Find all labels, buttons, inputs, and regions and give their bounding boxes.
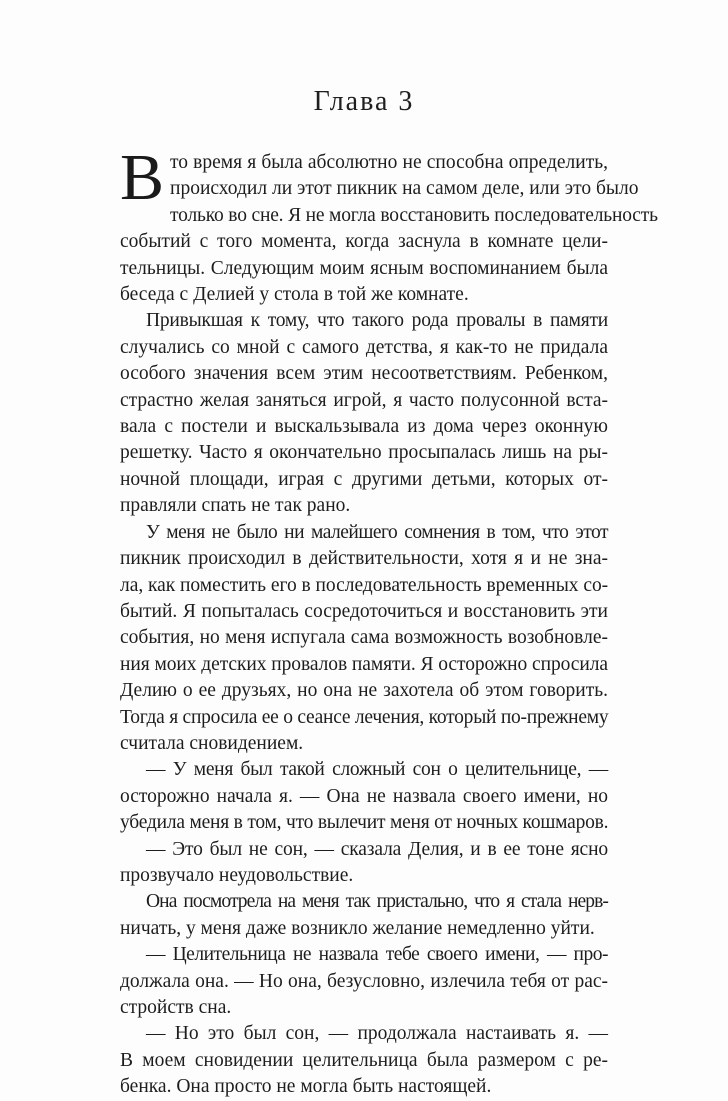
- text-line: ничать, у меня даже возникло желание немедленно уйти.: [120, 917, 595, 939]
- text-line: должала она. — Но она, безусловно, излечила тебя от рас-: [120, 970, 608, 992]
- text-line: бытий. Я попыталась сосредоточиться и восстановить эти: [120, 600, 608, 622]
- paragraph: [120, 1021, 608, 1100]
- text-line: В моем сновидении целительница была размером с ре-: [120, 1049, 608, 1071]
- text-line: события, но меня испугала сама возможность возобновле-: [120, 627, 608, 649]
- text-line: убедила меня в том, что вылечит меня от ночных кошмаров.: [120, 812, 609, 834]
- text-line: событий с того момента, когда заснула в комнате цели-: [120, 231, 608, 253]
- text-line: Привыкшая к тому, что такого рода провалы в памяти: [146, 310, 608, 332]
- text-line: правляли спать не так рано.: [120, 495, 351, 517]
- paragraph: [120, 837, 608, 890]
- text-line: ния моих детских провалов памяти. Я осторожно спросила: [120, 653, 608, 675]
- text-line: осторожно начала я. — Она не назвала своего имени, но: [120, 785, 608, 807]
- text-line: — Это был не сон, — сказала Делия, и в ее тоне ясно: [146, 838, 608, 860]
- drop-cap: В: [120, 141, 165, 214]
- text-line: бенка. Она просто не могла быть настоящей.: [120, 1076, 492, 1098]
- text-line: беседа с Делией у стола в той же комнате.: [120, 284, 469, 306]
- text-line: Она посмотрела на меня так пристально, что я стала нерв-: [146, 891, 608, 913]
- chapter-title: Глава 3: [313, 86, 415, 117]
- paragraph: [120, 757, 608, 836]
- text-line: происходил ли этот пикник на самом деле, или это было: [170, 178, 639, 200]
- paragraph: [120, 520, 608, 758]
- text-line: страстно желая заняться игрой, я часто полусонной вста-: [120, 389, 608, 411]
- text-line: считала сновидением.: [120, 732, 304, 754]
- text-line: случались со мной с самого детства, я как-то не придала: [120, 336, 608, 358]
- text-line: — У меня был такой сложный сон о целительнице, —: [146, 759, 608, 781]
- paragraph: [120, 141, 658, 308]
- text-line: Делию о ее друзьях, но она не захотела об этом говорить.: [120, 680, 608, 702]
- paragraph: [120, 942, 608, 1021]
- text-line: то время я была абсолютно не способна определить,: [170, 152, 608, 173]
- paragraph: [120, 889, 608, 942]
- text-line: — Целительница не назвала тебе своего имени, — про-: [146, 944, 608, 966]
- text-line: У меня не было ни малейшего сомнения в том, что этот: [146, 521, 608, 543]
- text-line: тельницы. Следующим моим ясным воспоминанием была: [120, 257, 608, 279]
- text-line: ночной площади, играя с другими детьми, которых от-: [120, 468, 608, 490]
- body-text: [120, 141, 658, 1101]
- text-line: Тогда я спросила ее о сеансе лечения, который по-прежнему: [120, 706, 609, 728]
- text-line: только во сне. Я не могла восстановить последовательность: [170, 204, 658, 226]
- text-line: пикник происходил в действительности, хотя я и не зна-: [120, 548, 608, 570]
- text-line: ла, как поместить его в последовательность временных со-: [120, 574, 609, 596]
- text-line: стройств сна.: [120, 997, 232, 1018]
- text-line: вала с постели и выскальзывала из дома через оконную: [120, 416, 608, 438]
- paragraph: [120, 308, 608, 519]
- text-line: решетку. Часто я окончательно просыпалась лишь на ры-: [120, 442, 608, 464]
- text-line: прозвучало неудовольствие.: [120, 864, 354, 886]
- text-line: — Но это был сон, — продолжала настаивать я. —: [146, 1023, 608, 1045]
- text-line: особого значения всем этим несоответствиям. Ребенком,: [120, 363, 608, 385]
